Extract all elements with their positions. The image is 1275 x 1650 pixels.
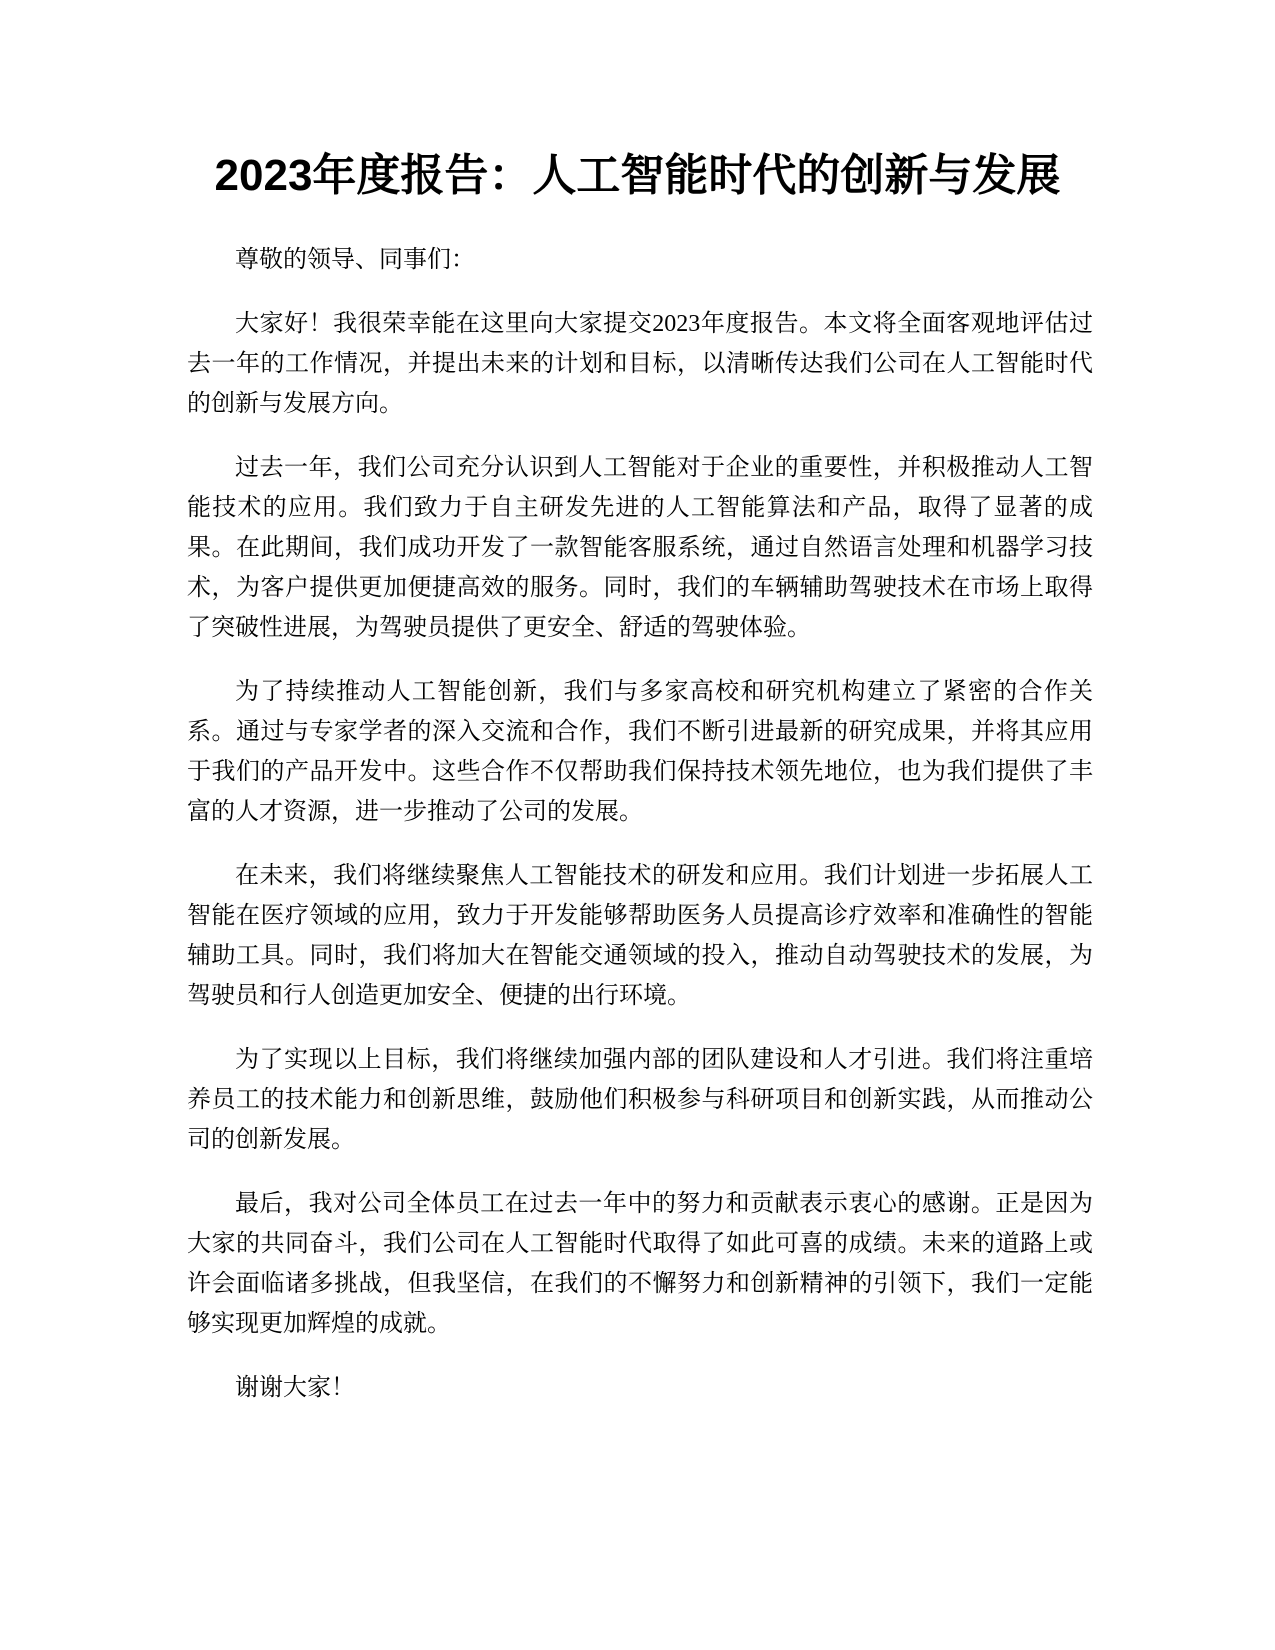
body-paragraph: 为了实现以上目标，我们将继续加强内部的团队建设和人才引进。我们将注重培养员工的技术能力和创新思维，鼓励他们积极参与科研项目和创新实践，从而推动公司的创新发展。 bbox=[187, 1047, 1093, 1153]
body-paragraph: 为了持续推动人工智能创新，我们与多家高校和研究机构建立了紧密的合作关系。通过与专家学者的深入交流和合作，我们不断引进最新的研究成果，并将其应用于我们的产品开发中。这些合作不仅帮助我们保持技术领先地位，也为我们提供了丰富的人才资源，进一步推动了公司的发展。 bbox=[187, 679, 1093, 825]
document-title: 2023年度报告：人工智能时代的创新与发展 bbox=[214, 151, 1061, 200]
document-body bbox=[187, 240, 1093, 1432]
body-paragraph: 过去一年，我们公司充分认识到人工智能对于企业的重要性，并积极推动人工智能技术的应用。我们致力于自主研发先进的人工智能算法和产品，取得了显著的成果。在此期间，我们成功开发了一款智能客服系统，通过自然语言处理和机器学习技术，为客户提供更加便捷高效的服务。同时，我们的车辆辅助驾驶技术在市场上取得了突破性进展，为驾驶员提供了更安全、舒适的驾驶体验。 bbox=[187, 455, 1093, 641]
body-paragraph: 最后，我对公司全体员工在过去一年中的努力和贡献表示衷心的感谢。正是因为大家的共同奋斗，我们公司在人工智能时代取得了如此可喜的成绩。未来的道路上或许会面临诸多挑战，但我坚信，在我们的不懈努力和创新精神的引领下，我们一定能够实现更加辉煌的成就。 bbox=[187, 1191, 1093, 1337]
body-paragraph: 大家好！我很荣幸能在这里向大家提交2023年度报告。本文将全面客观地评估过去一年的工作情况，并提出未来的计划和目标，以清晰传达我们公司在人工智能时代的创新与发展方向。 bbox=[187, 311, 1093, 417]
salutation-paragraph: 尊敬的领导、同事们： bbox=[235, 247, 475, 273]
body-paragraph: 在未来，我们将继续聚焦人工智能技术的研发和应用。我们计划进一步拓展人工智能在医疗领域的应用，致力于开发能够帮助医务人员提高诊疗效率和准确性的智能辅助工具。同时，我们将加大在智能交通领域的投入，推动自动驾驶技术的发展，为驾驶员和行人创造更加安全、便捷的出行环境。 bbox=[187, 863, 1093, 1009]
closing-paragraph: 谢谢大家！ bbox=[235, 1375, 355, 1401]
